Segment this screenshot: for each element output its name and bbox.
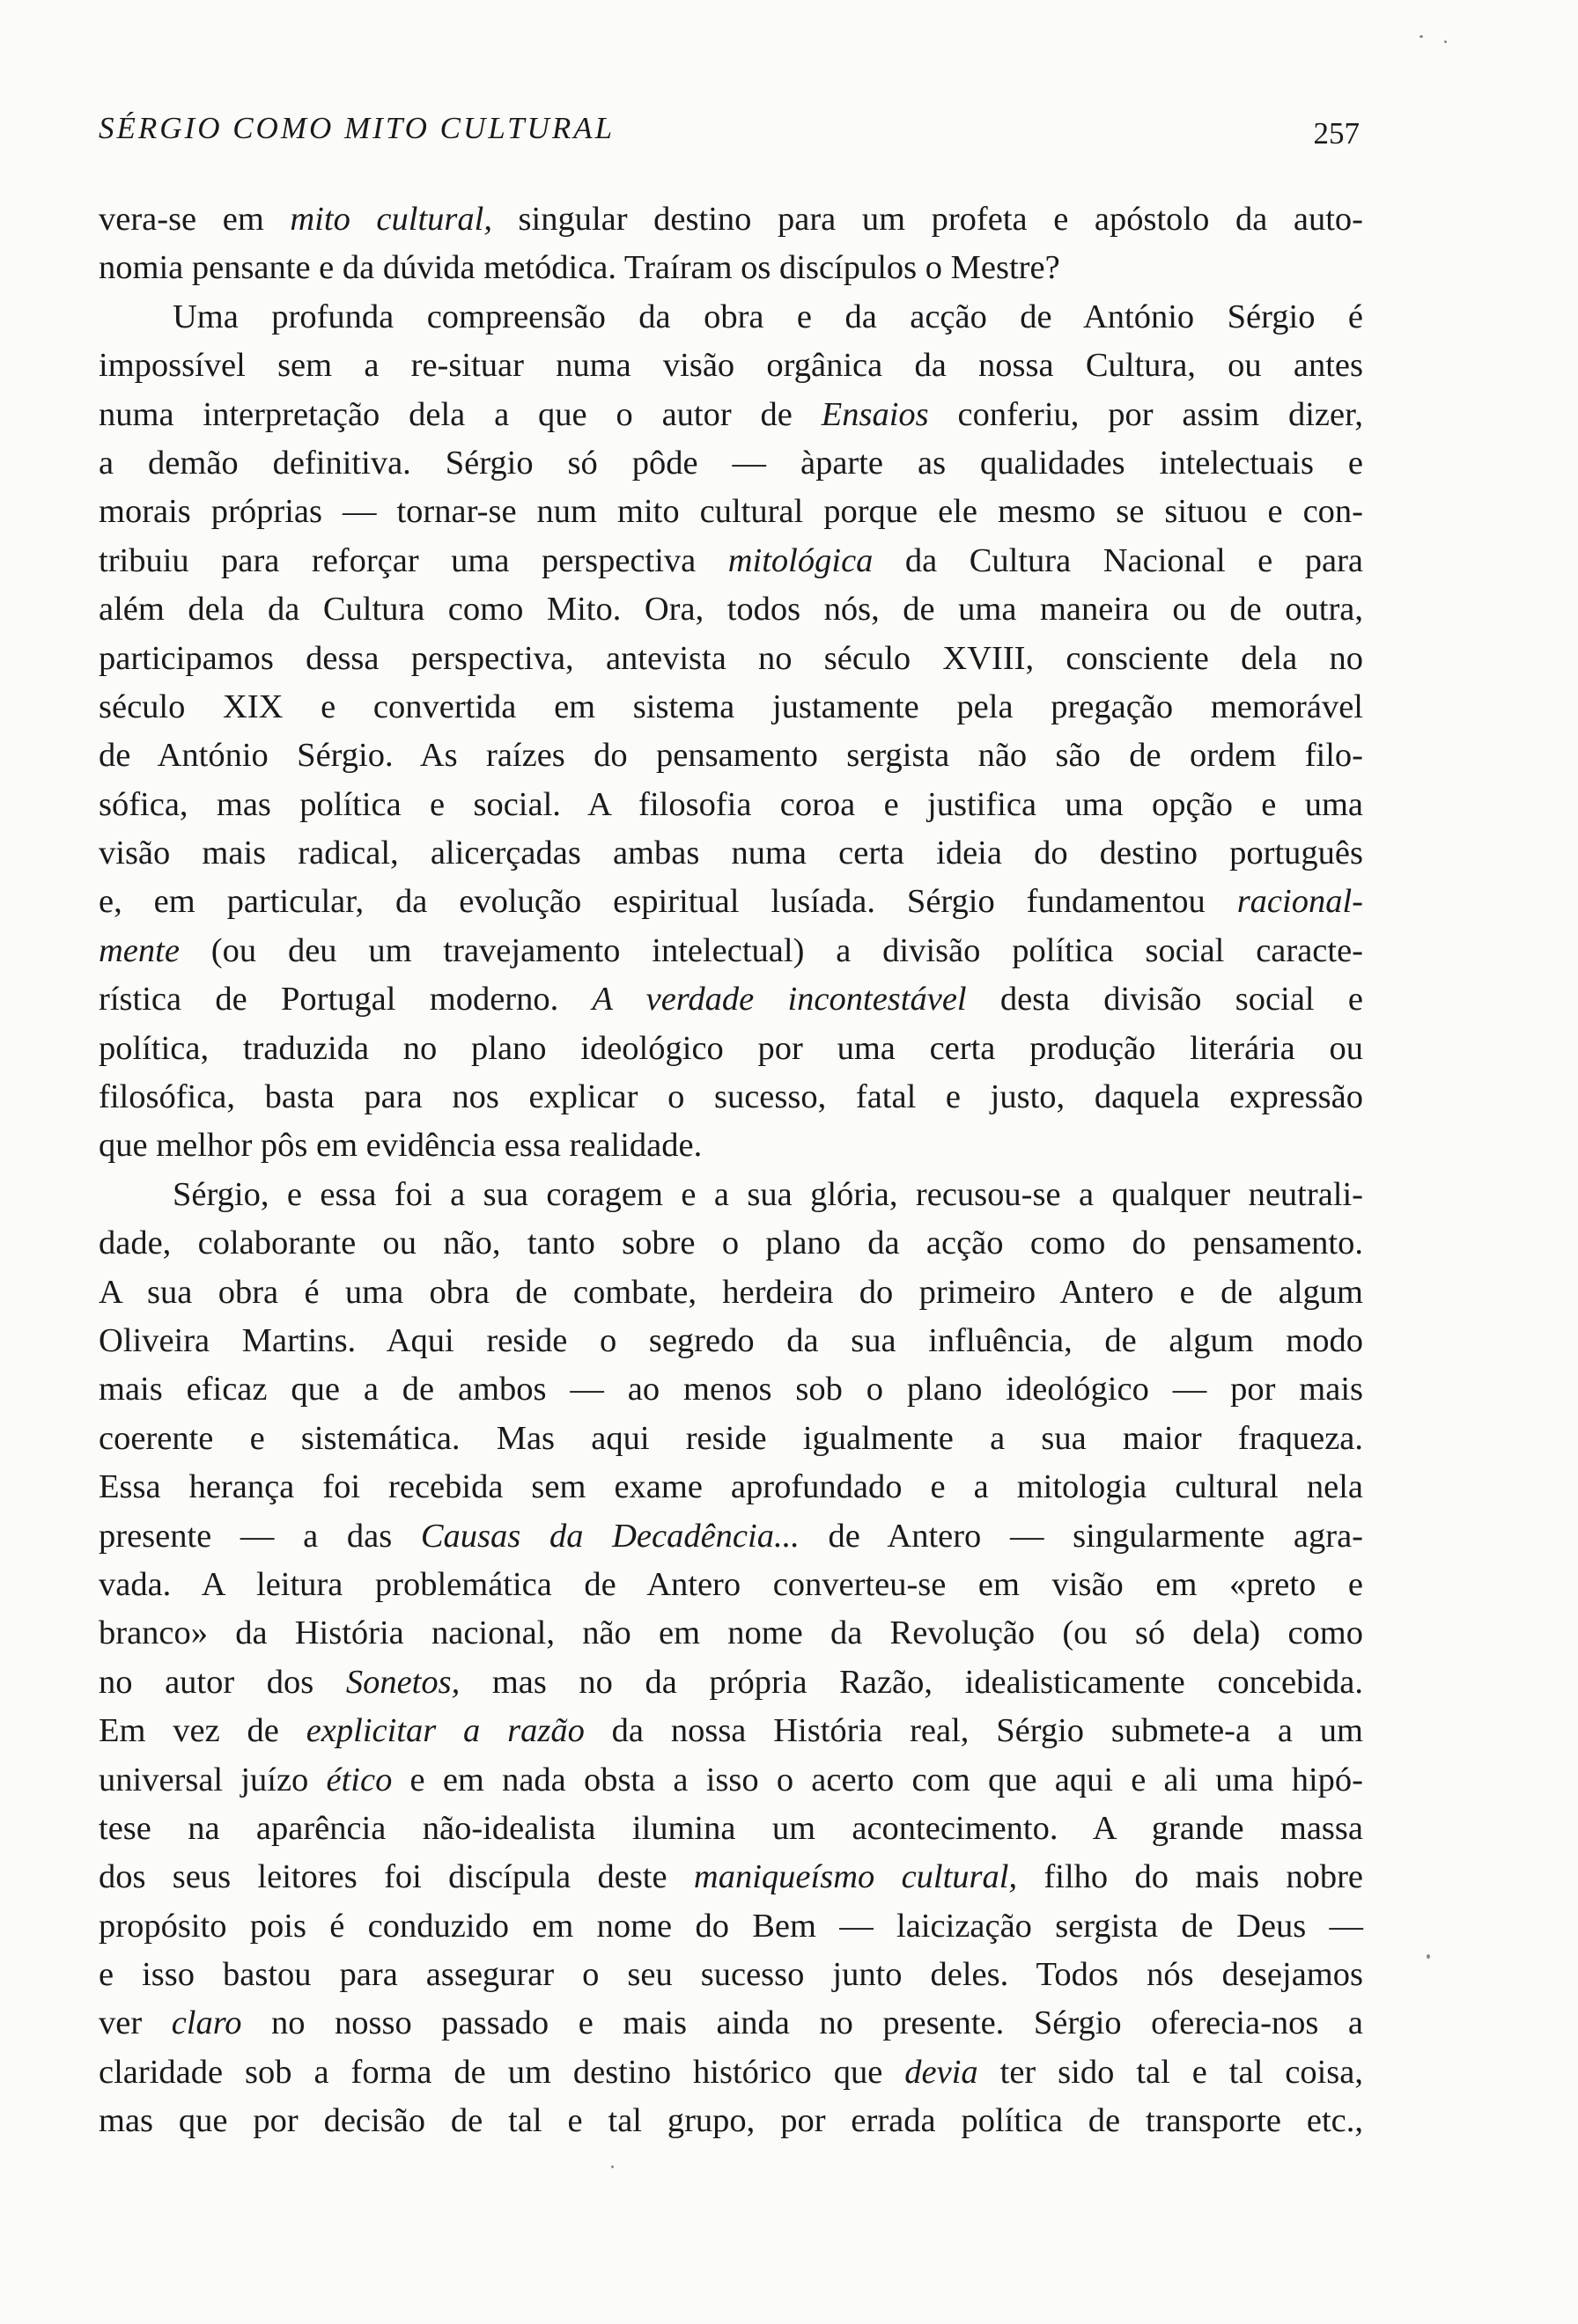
text-line xyxy=(99,585,1363,634)
text-run: ter sido tal e tal coisa, xyxy=(977,2053,1363,2091)
italic-text: mente xyxy=(99,931,180,969)
text-run: nomia pensante e da dúvida metódica. Traíram os discípulos o Mestre? xyxy=(99,249,1060,287)
text-run: visão mais radical, alicerçadas ambas numa certa ideia do destino português xyxy=(99,835,1363,872)
text-line xyxy=(99,195,1363,244)
text-line xyxy=(99,683,1363,732)
italic-text: Sonetos, xyxy=(345,1663,461,1701)
text-run: universal juízo xyxy=(99,1761,327,1798)
text-line xyxy=(99,975,1363,1024)
text-line xyxy=(99,1951,1363,1999)
text-run: política, traduzida no plano ideológico por uma certa produção literária ou xyxy=(99,1029,1363,1067)
italic-text: explicitar a razão xyxy=(306,1712,585,1750)
text-run: da nossa História real, Sérgio submete-a a um xyxy=(584,1712,1364,1750)
page-header xyxy=(99,111,1358,164)
scan-speck xyxy=(1419,35,1423,38)
italic-text: Causas da Decadência... xyxy=(420,1517,800,1555)
text-run: vada. A leitura problemática de Antero converteu-se em visão em «preto e xyxy=(99,1565,1363,1603)
text-run: Uma profunda compreensão da obra e da acção de António Sérgio é xyxy=(173,298,1363,335)
text-line xyxy=(99,537,1363,585)
text-line xyxy=(99,1415,1363,1463)
text-line xyxy=(99,878,1363,926)
text-run: A sua obra é uma obra de combate, herdeira do primeiro Antero e de algum xyxy=(99,1273,1363,1311)
text-run: no autor dos xyxy=(99,1663,346,1701)
text-run: e isso bastou para assegurar o seu sucesso junto deles. Todos nós desejamos xyxy=(99,1956,1363,1994)
text-run: singular destino para um profeta e apóstolo da auto- xyxy=(491,201,1363,238)
text-line xyxy=(99,1805,1363,1853)
scan-speck xyxy=(611,2166,614,2168)
text-run: presente — a das xyxy=(99,1517,421,1555)
text-run: sófica, mas política e social. A filosofia coroa e justifica uma opção e uma xyxy=(99,785,1363,823)
text-run: de Antero — singularmente agra- xyxy=(799,1517,1363,1555)
text-line xyxy=(99,829,1363,878)
italic-text: Ensaios xyxy=(821,395,929,433)
text-line xyxy=(99,244,1363,292)
text-line xyxy=(99,293,1363,342)
text-line xyxy=(99,635,1363,683)
text-run: morais próprias — tornar-se num mito cultural porque ele mesmo se situou e con- xyxy=(99,493,1363,531)
text-run: propósito pois é conduzido em nome do Bem — laicização sergista de Deus — xyxy=(99,1907,1363,1945)
scan-speck xyxy=(1427,1954,1430,1959)
text-line xyxy=(99,732,1363,780)
text-run: filho do mais nobre xyxy=(1017,1858,1363,1896)
text-line xyxy=(99,488,1363,536)
text-run: tese na aparência não-idealista ilumina um acontecimento. A grande massa xyxy=(99,1809,1363,1847)
text-line xyxy=(99,1853,1363,1901)
page-number: 257 xyxy=(1313,116,1360,151)
text-run: século XIX e convertida em sistema justamente pela pregação memorável xyxy=(99,688,1363,725)
text-line xyxy=(99,1171,1363,1219)
text-line xyxy=(99,927,1363,975)
text-line xyxy=(99,1073,1363,1122)
text-line xyxy=(99,342,1363,390)
text-line xyxy=(99,781,1363,829)
text-line xyxy=(99,439,1363,488)
text-run: Sérgio, e essa foi a sua coragem e a sua glória, recusou-se a qualquer neutrali- xyxy=(173,1175,1363,1213)
text-line xyxy=(99,1609,1363,1658)
text-line xyxy=(99,1122,1363,1170)
text-run: que melhor pôs em evidência essa realidade. xyxy=(99,1127,703,1165)
text-run: Essa herança foi recebida sem exame aprofundado e a mitologia cultural nela xyxy=(99,1468,1363,1506)
text-run: claridade sob a forma de um destino histórico que xyxy=(99,2053,905,2091)
text-run: numa interpretação dela a que o autor de xyxy=(99,395,822,433)
text-line xyxy=(99,1463,1363,1511)
text-run: da Cultura Nacional e para xyxy=(873,541,1363,579)
text-run: mas que por decisão de tal e tal grupo, por errada política de transporte etc., xyxy=(99,2102,1363,2140)
text-line xyxy=(99,2048,1363,2097)
italic-text: ético xyxy=(326,1761,393,1798)
text-run: branco» da História nacional, não em nome da Revolução (ou só dela) como xyxy=(99,1614,1363,1652)
text-run: além dela da Cultura como Mito. Ora, todos nós, de uma maneira ou de outra, xyxy=(99,591,1363,629)
text-run: e em nada obsta a isso o acerto com que aqui e ali uma hipó- xyxy=(392,1761,1363,1798)
text-run: de António Sérgio. As raízes do pensamento sergista não são de ordem filo- xyxy=(99,737,1363,775)
text-line xyxy=(99,2097,1363,2145)
text-run: no nosso passado e mais ainda no presente. Sérgio oferecia-nos a xyxy=(241,2004,1363,2042)
text-line xyxy=(99,1658,1363,1707)
text-line xyxy=(99,1561,1363,1609)
italic-text: maniqueísmo cultural, xyxy=(693,1858,1018,1896)
text-run: conferiu, por assim dizer, xyxy=(928,395,1363,433)
text-run: mais eficaz que a de ambos — ao menos sob o plano ideológico — por mais xyxy=(99,1371,1363,1408)
text-run: filosófica, basta para nos explicar o sucesso, fatal e justo, daquela expressão xyxy=(99,1078,1363,1116)
text-line xyxy=(99,391,1363,439)
text-run: Oliveira Martins. Aqui reside o segredo da sua influência, de algum modo xyxy=(99,1321,1363,1359)
italic-text: mito cultural, xyxy=(290,201,492,238)
text-line xyxy=(99,1269,1363,1317)
text-run: vera-se em xyxy=(99,201,291,238)
text-run: desta divisão social e xyxy=(966,981,1363,1019)
text-run: rística de Portugal moderno. xyxy=(99,981,593,1019)
text-run: impossível sem a re-situar numa visão orgânica da nossa Cultura, ou antes xyxy=(99,347,1363,385)
text-line xyxy=(99,1512,1363,1561)
text-line xyxy=(99,1025,1363,1073)
text-run: (ou deu um travejamento intelectual) a divisão política social caracte- xyxy=(179,931,1363,969)
scan-speck xyxy=(1444,40,1447,43)
text-line xyxy=(99,1219,1363,1268)
text-line xyxy=(99,1365,1363,1414)
italic-text: devia xyxy=(904,2053,978,2091)
text-line xyxy=(99,1317,1363,1365)
text-run: mas no da própria Razão, idealisticamente concebida. xyxy=(460,1663,1363,1701)
italic-text: mitológica xyxy=(727,541,874,579)
text-run: participamos dessa perspectiva, antevista no século XVIII, consciente dela no xyxy=(99,639,1363,677)
running-head: SÉRGIO COMO MITO CULTURAL xyxy=(99,111,616,145)
text-run: tribuiu para reforçar uma perspectiva xyxy=(99,541,728,579)
body-text xyxy=(99,195,1363,2146)
text-run: coerente e sistemática. Mas aqui reside igualmente a sua maior fraqueza. xyxy=(99,1419,1363,1457)
text-run: e, em particular, da evolução espiritual lusíada. Sérgio fundamentou xyxy=(99,883,1237,921)
text-run: ver xyxy=(99,2004,172,2042)
text-line xyxy=(99,1756,1363,1805)
text-run: Em vez de xyxy=(99,1712,306,1750)
text-line xyxy=(99,1999,1363,2048)
text-line xyxy=(99,1902,1363,1951)
text-run: dos seus leitores foi discípula deste xyxy=(99,1858,694,1896)
text-line xyxy=(99,1707,1363,1755)
italic-text: A verdade incontestável xyxy=(592,981,967,1019)
text-run: dade, colaborante ou não, tanto sobre o plano da acção como do pensamento. xyxy=(99,1225,1363,1262)
text-run: a demão definitiva. Sérgio só pôde — àparte as qualidades intelectuais e xyxy=(99,444,1363,482)
italic-text: racional- xyxy=(1236,883,1363,921)
italic-text: claro xyxy=(171,2004,242,2042)
